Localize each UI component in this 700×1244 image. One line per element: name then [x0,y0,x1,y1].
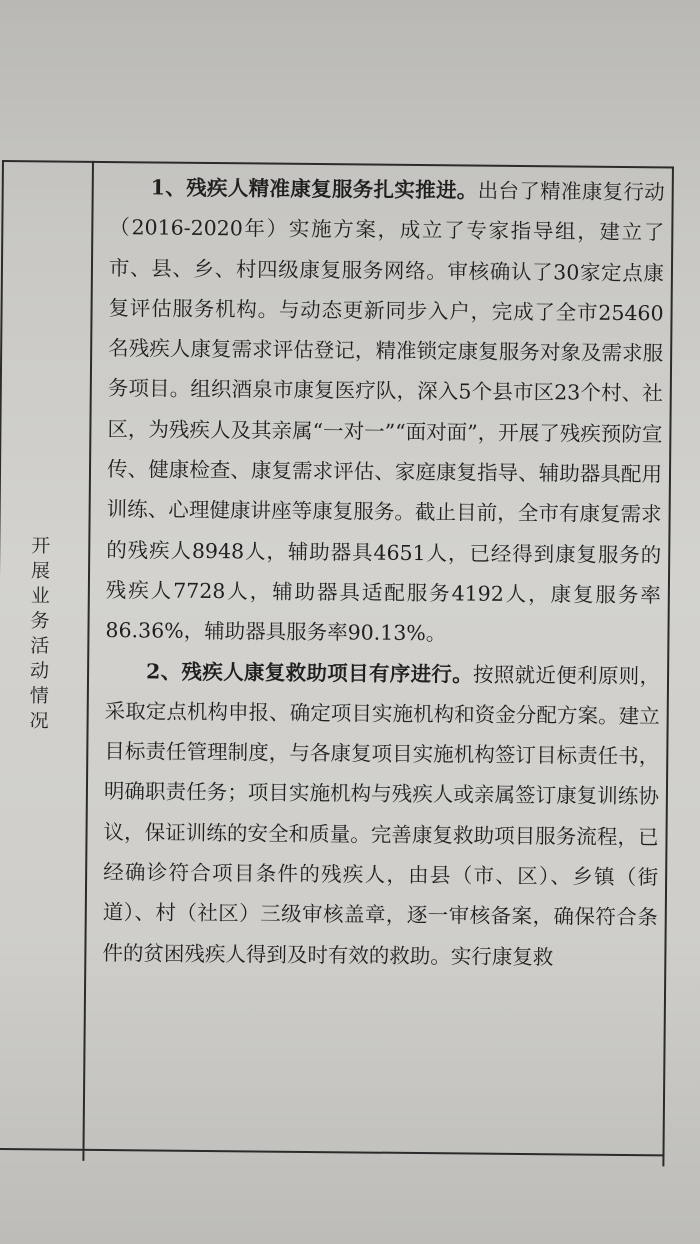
paragraph-1 [105,167,665,656]
paragraph-2-heading: 2、残疾人康复救助项目有序进行。 [145,658,474,687]
paragraph-1-heading: 1、残疾人精准康复服务扎实推进。 [150,175,478,203]
content-cell [102,167,665,978]
table-border-left [0,160,4,1160]
table-column-divider [82,161,94,1161]
row-label: 开展业务活动情况 [26,535,51,736]
paragraph-1-body: 出台了精准康复行动（2016-2020年）实施方案，成立了专家指导组，建立了市、县、乡、村四级康复服务网络。审核确认了30家定点康复评估服务机构。与动态更新同步入户，完成了全市25460名残疾人康复需求评估登记，精准锁定康复服务对象及需求服务项目。组织酒泉市康复医疗队，深入5个县市区23个村、社区，为残疾人及其亲属“一对一”“面对面”，开展了残疾预防宣传、健康检查、康复需求评估、家庭康复指导、辅助器具配用训练、心理健康讲座等康复服务。截止目前，全市有康复需求的残疾人8948人，辅助器具4651人，已经得到康复服务的残疾人7728人，辅助器具适配服务4192人，康复服务率86.36%，辅助器具服务率90.13%。 [105,178,665,646]
table-border-bottom [0,1148,664,1156]
paragraph-2 [102,651,660,979]
table-border-right [662,166,674,1166]
paragraph-2-body: 按照就近便利原则，采取定点机构申报、确定项目实施机构和资金分配方案。建立目标责任管理制度，与各康复项目实施机构签订目标责任书，明确职责任务；项目实施机构与残疾人或亲属签订康复训练协议，保证训练的安全和质量。完善康复救助项目服务流程，已经确诊符合项目条件的残疾人，由县（市、区）、乡镇（街道）、村（社区）三级审核盖章，逐一审核备案，确保符合条件的贫困残疾人得到及时有效的救助。实行康复救 [102,662,661,969]
form-table [0,160,672,1166]
table-border-top [2,160,674,168]
